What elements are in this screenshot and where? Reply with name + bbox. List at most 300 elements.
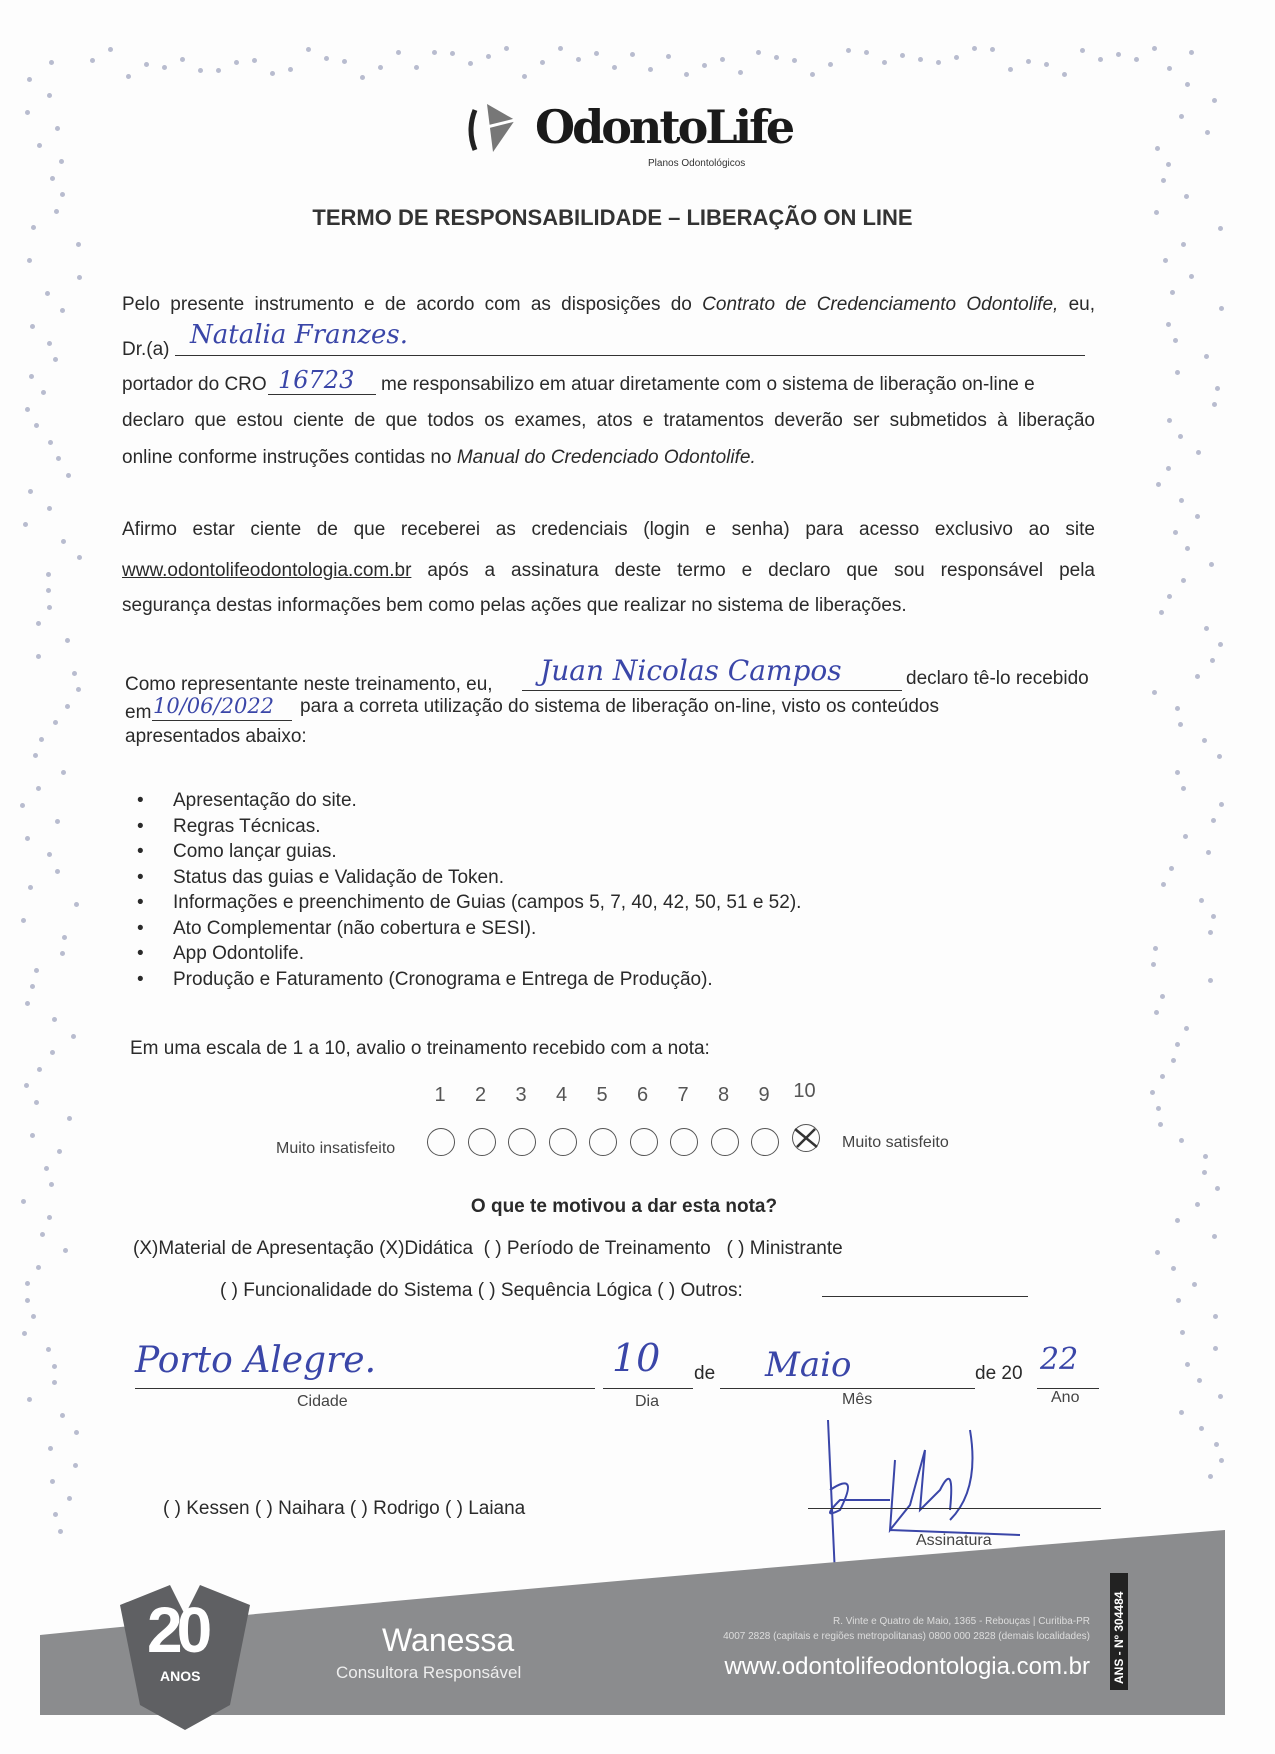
- decor-dot: [1184, 194, 1189, 199]
- decor-dot: [90, 58, 95, 63]
- option-label: Período de Treinamento: [506, 1238, 711, 1259]
- low-label: Muito insatisfeito: [276, 1140, 396, 1157]
- decor-dot: [30, 324, 35, 329]
- decor-dot: [270, 71, 275, 76]
- decor-dot: [33, 753, 38, 758]
- scale-number: 4: [555, 1084, 568, 1106]
- decor-dot: [1173, 338, 1178, 343]
- decor-dot: [61, 539, 66, 544]
- decor-dot: [396, 50, 401, 55]
- cro-label: portador do CRO: [122, 374, 267, 395]
- dr-name-line: [175, 355, 1085, 356]
- rating-option-6[interactable]: [630, 1128, 658, 1156]
- decor-dot: [44, 1166, 49, 1171]
- decor-dot: [34, 423, 39, 428]
- decor-dot: [48, 440, 53, 445]
- consultant-options: [163, 1498, 525, 1520]
- decor-dot: [36, 1265, 41, 1270]
- motivation-row1: [133, 1238, 843, 1260]
- decor-dot: [49, 1182, 54, 1187]
- decor-dot: [198, 68, 203, 73]
- decor-dot: [702, 63, 707, 68]
- option-label: Material de Apresentação: [158, 1238, 374, 1259]
- option-label: Sequência Lógica: [500, 1280, 652, 1301]
- rating-option-2[interactable]: [468, 1128, 496, 1156]
- decor-dot: [1175, 706, 1180, 711]
- checkbox-laiana[interactable]: ( ): [444, 1498, 463, 1519]
- decor-dot: [1171, 1058, 1176, 1063]
- month-line: [720, 1388, 975, 1389]
- decor-dot: [36, 786, 41, 791]
- decor-dot: [1167, 66, 1172, 71]
- decor-dot: [1154, 1010, 1159, 1015]
- decor-dot: [108, 47, 113, 52]
- logo-text: OdontoLife: [535, 100, 793, 154]
- decor-dot: [216, 68, 221, 73]
- decor-dot: [1176, 1298, 1181, 1303]
- decor-dot: [30, 1133, 35, 1138]
- decor-dot: [1199, 1426, 1204, 1431]
- decor-dot: [540, 60, 545, 65]
- checkbox-outros[interactable]: ( ): [657, 1280, 676, 1301]
- decor-dot: [25, 1281, 30, 1286]
- badge-number: 20: [147, 1594, 207, 1666]
- date-line: [152, 720, 292, 721]
- decor-dot: [900, 53, 905, 58]
- para2-line3: segurança destas informações bem como pelas ações que realizar no sistema de liberações.: [122, 595, 907, 616]
- consultant-name: Wanessa: [382, 1622, 515, 1658]
- decor-dot: [936, 60, 941, 65]
- decor-dot: [1170, 290, 1175, 295]
- para1-line5: [122, 447, 756, 469]
- decor-dot: [53, 357, 58, 362]
- x-mark-icon: [793, 1125, 819, 1151]
- decor-dot: [41, 390, 46, 395]
- year-prefix: de 20: [975, 1363, 1023, 1384]
- decor-dot: [918, 57, 923, 62]
- decor-dot: [1175, 770, 1180, 775]
- para3-line1b: declaro tê-lo recebido: [906, 668, 1089, 689]
- decor-dot: [1181, 578, 1186, 583]
- decor-dot: [1208, 930, 1213, 935]
- decor-dot: [60, 308, 65, 313]
- decor-dot: [1155, 146, 1160, 151]
- list-item: • Status das guias e Validação de Token.: [173, 865, 801, 891]
- decor-dot: [468, 61, 473, 66]
- high-label: Muito satisfeito: [842, 1134, 949, 1151]
- decor-dot: [25, 1298, 30, 1303]
- decor-dot: [21, 918, 26, 923]
- decor-dot: [1208, 1474, 1213, 1479]
- checkbox-periodo[interactable]: ( ): [483, 1238, 502, 1259]
- rating-option-5[interactable]: [589, 1128, 617, 1156]
- decor-dot: [55, 819, 60, 824]
- decor-dot: [324, 56, 329, 61]
- list-item: • Regras Técnicas.: [173, 814, 801, 840]
- text: Pelo presente instrumento e de acordo com as disposições do: [122, 294, 703, 315]
- decor-dot: [1161, 178, 1166, 183]
- decor-dot: [49, 60, 54, 65]
- decor-dot: [1206, 850, 1211, 855]
- decor-dot: [1204, 626, 1209, 631]
- text: após a assinatura deste termo e declaro que sou responsável pela: [411, 560, 1095, 581]
- decor-dot: [1153, 946, 1158, 951]
- decor-dot: [1171, 1266, 1176, 1271]
- decor-dot: [1205, 130, 1210, 135]
- decor-dot: [1151, 962, 1156, 967]
- decor-dot: [774, 55, 779, 60]
- logo-mark-icon: [465, 102, 520, 157]
- decor-dot: [1183, 834, 1188, 839]
- decor-dot: [67, 1116, 72, 1121]
- scale-number: 6: [636, 1084, 649, 1106]
- decor-dot: [1192, 1282, 1197, 1287]
- decor-dot: [1210, 658, 1215, 663]
- decor-dot: [1209, 562, 1214, 567]
- decor-dot: [810, 72, 815, 77]
- rating-option-10[interactable]: [792, 1124, 820, 1152]
- year-label: Ano: [1051, 1389, 1080, 1406]
- para3-line3: apresentados abaixo:: [125, 726, 307, 747]
- decor-dot: [59, 159, 64, 164]
- decor-dot: [1167, 594, 1172, 599]
- list-item: • Produção e Faturamento (Cronograma e Entrega de Produção).: [173, 967, 801, 993]
- decor-dot: [50, 1050, 55, 1055]
- para2-line2: [122, 560, 1095, 582]
- decor-dot: [46, 1347, 51, 1352]
- decor-dot: [558, 46, 563, 51]
- decor-dot: [1156, 482, 1161, 487]
- decor-dot: [1218, 642, 1223, 647]
- decor-dot: [23, 522, 28, 527]
- rating-option-3[interactable]: [508, 1128, 536, 1156]
- decor-dot: [29, 374, 34, 379]
- decor-dot: [37, 143, 42, 148]
- month-label: Mês: [842, 1391, 873, 1408]
- decor-dot: [1212, 98, 1217, 103]
- decor-dot: [1179, 114, 1184, 119]
- decor-dot: [522, 74, 527, 79]
- decor-dot: [22, 1331, 27, 1336]
- decor-dot: [65, 704, 70, 709]
- decor-dot: [1163, 258, 1168, 263]
- scale-number: 10: [793, 1080, 816, 1102]
- decor-dot: [60, 192, 65, 197]
- website-link[interactable]: www.odontolifeodontologia.com.br: [122, 560, 412, 581]
- decor-dot: [1185, 82, 1190, 87]
- decor-dot: [1098, 57, 1103, 62]
- decor-dot: [57, 1149, 62, 1154]
- decor-dot: [954, 55, 959, 60]
- decor-dot: [1134, 57, 1139, 62]
- para1-line3: me responsabilizo em atuar diretamente com o sistema de liberação on-line e: [381, 374, 1035, 395]
- decor-dot: [39, 737, 44, 742]
- decor-dot: [1180, 1330, 1185, 1335]
- motivation-question: O que te motivou a dar esta nota?: [470, 1196, 778, 1217]
- rating-option-1[interactable]: [427, 1128, 455, 1156]
- rep-name-line: [522, 690, 902, 691]
- motivation-row2: [220, 1280, 743, 1302]
- decor-dot: [1062, 72, 1067, 77]
- decor-dot: [1044, 62, 1049, 67]
- checkbox-naihara[interactable]: ( ): [254, 1498, 273, 1519]
- decor-dot: [1199, 898, 1204, 903]
- list-item: • Ato Complementar (não cobertura e SESI).: [173, 916, 801, 942]
- checkbox-didatica[interactable]: (X): [379, 1238, 405, 1259]
- checkbox-funcionalidade[interactable]: ( ): [220, 1280, 238, 1301]
- decor-dot: [288, 67, 293, 72]
- decor-dot: [666, 54, 671, 59]
- decor-dot: [31, 1314, 36, 1319]
- decor-dot: [52, 1017, 57, 1022]
- decor-dot: [1204, 354, 1209, 359]
- decor-dot: [756, 50, 761, 55]
- decor-dot: [1179, 1410, 1184, 1415]
- logo-tagline: Planos Odontológicos: [648, 158, 746, 169]
- decor-dot: [56, 456, 61, 461]
- consultant-role: Consultora Responsável: [336, 1663, 522, 1682]
- city-line: [135, 1388, 595, 1389]
- decor-dot: [1008, 67, 1013, 72]
- decor-dot: [1208, 978, 1213, 983]
- decor-dot: [74, 1430, 79, 1435]
- scale-number: 9: [758, 1084, 770, 1106]
- decor-dot: [25, 1001, 30, 1006]
- date-handwritten: 10/06/2022: [153, 694, 275, 718]
- checkbox-kessen[interactable]: ( ): [163, 1498, 181, 1519]
- decor-dot: [36, 654, 41, 659]
- decor-dot: [1175, 1042, 1180, 1047]
- option-label: Rodrigo: [373, 1498, 440, 1519]
- decor-dot: [1197, 1378, 1202, 1383]
- decor-dot: [450, 51, 455, 56]
- decor-dot: [1166, 162, 1171, 167]
- text: Contrato de Credenciamento Odontolife,: [702, 294, 1059, 315]
- decor-dot: [25, 407, 30, 412]
- decor-dot: [76, 242, 81, 247]
- day-label: Dia: [635, 1393, 660, 1410]
- decor-dot: [1185, 546, 1190, 551]
- decor-dot: [846, 48, 851, 53]
- list-item: • Como lançar guias.: [173, 839, 801, 865]
- decor-dot: [76, 687, 81, 692]
- decor-dot: [65, 638, 70, 643]
- decor-dot: [1156, 1106, 1161, 1111]
- para3-line2: para a correta utilização do sistema de liberação on-line, visto os conteúdos: [300, 696, 939, 717]
- decor-dot: [46, 572, 51, 577]
- decor-dot: [24, 1083, 29, 1088]
- decor-dot: [50, 176, 55, 181]
- decor-dot: [28, 885, 33, 890]
- decor-dot: [1160, 994, 1165, 999]
- decor-dot: [1152, 690, 1157, 695]
- cro-handwritten: 16723: [278, 366, 355, 394]
- year-handwritten: 22: [1040, 1342, 1079, 1377]
- page-title: TERMO DE RESPONSABILIDADE – LIBERAÇÃO ON LINE: [312, 205, 913, 230]
- scale-number: 8: [717, 1084, 730, 1106]
- decor-dot: [1203, 1154, 1208, 1159]
- decor-dot: [1195, 674, 1200, 679]
- checkbox-rodrigo[interactable]: ( ): [349, 1498, 368, 1519]
- decor-dot: [1202, 1170, 1207, 1175]
- decor-dot: [1196, 450, 1201, 455]
- decor-dot: [1181, 786, 1186, 791]
- option-label: Outros:: [680, 1280, 743, 1301]
- decor-dot: [990, 47, 995, 52]
- decor-dot: [40, 1232, 45, 1237]
- option-label: Kessen: [186, 1498, 250, 1519]
- decor-dot: [306, 47, 311, 52]
- checkbox-material[interactable]: (X): [133, 1238, 159, 1259]
- decor-dot: [1219, 1458, 1224, 1463]
- decor-dot: [126, 74, 131, 79]
- decor-dot: [630, 52, 635, 57]
- signature-line: [808, 1508, 1101, 1509]
- decor-dot: [47, 341, 52, 346]
- decor-dot: [1181, 242, 1186, 247]
- decor-dot: [77, 275, 82, 280]
- decor-dot: [1179, 498, 1184, 503]
- decor-dot: [1213, 1314, 1218, 1319]
- decor-dot: [1160, 1074, 1165, 1079]
- decor-dot: [74, 902, 79, 907]
- decor-dot: [1212, 1234, 1217, 1239]
- rating-option-8[interactable]: [711, 1128, 739, 1156]
- decor-dot: [1026, 59, 1031, 64]
- para2-line1: Afirmo estar ciente de que receberei as credenciais (login e senha) para acesso exclusivo ao site: [122, 519, 1095, 540]
- checkbox-ministrante[interactable]: ( ): [726, 1238, 745, 1259]
- rating-option-9[interactable]: [751, 1128, 779, 1156]
- decor-dot: [1184, 1026, 1189, 1031]
- para1-line1: [122, 294, 1095, 316]
- decor-dot: [1214, 1442, 1219, 1447]
- decor-dot: [27, 77, 32, 82]
- decor-dot: [1167, 418, 1172, 423]
- decor-dot: [828, 62, 833, 67]
- decor-dot: [792, 58, 797, 63]
- decor-dot: [1189, 50, 1194, 55]
- decor-dot: [972, 46, 977, 51]
- decor-dot: [504, 46, 509, 51]
- decor-dot: [47, 506, 52, 511]
- option-label: Didática: [404, 1238, 474, 1259]
- decor-dot: [27, 1397, 32, 1402]
- decor-dot: [67, 1496, 72, 1501]
- scale-number: 7: [677, 1084, 689, 1106]
- checkbox-sequencia[interactable]: ( ): [477, 1280, 496, 1301]
- rating-option-4[interactable]: [549, 1128, 577, 1156]
- decor-dot: [1178, 722, 1183, 727]
- decor-dot: [648, 67, 653, 72]
- decor-dot: [61, 770, 66, 775]
- decor-dot: [1155, 1250, 1160, 1255]
- decor-dot: [1202, 738, 1207, 743]
- decor-dot: [1150, 1090, 1155, 1095]
- city-label: Cidade: [297, 1393, 348, 1410]
- decor-dot: [1175, 1218, 1180, 1223]
- decor-dot: [72, 671, 77, 676]
- decor-dot: [738, 70, 743, 75]
- list-item: • Apresentação do site.: [173, 788, 801, 814]
- decor-dot: [1166, 322, 1171, 327]
- decor-dot: [36, 621, 41, 626]
- decor-dot: [144, 62, 149, 67]
- scale-number: 1: [434, 1084, 446, 1106]
- decor-dot: [1158, 1122, 1163, 1127]
- decor-dot: [1211, 818, 1216, 823]
- decor-dot: [1178, 434, 1183, 439]
- decor-dot: [1219, 306, 1224, 311]
- decor-dot: [60, 1413, 65, 1418]
- decor-dot: [1161, 882, 1166, 887]
- decor-dot: [1175, 370, 1180, 375]
- list-item: • Informações e preenchimento de Guias (campos 5, 7, 40, 42, 50, 51 e 52).: [173, 890, 801, 916]
- decor-dot: [34, 1100, 39, 1105]
- decor-dot: [1189, 274, 1194, 279]
- de-label: de: [694, 1363, 716, 1384]
- decor-dot: [1159, 610, 1164, 615]
- decor-dot: [378, 65, 383, 70]
- decor-dot: [432, 50, 437, 55]
- outros-line: [822, 1296, 1028, 1297]
- day-handwritten: 10: [612, 1336, 661, 1380]
- decor-dot: [252, 58, 257, 63]
- rating-option-7[interactable]: [670, 1128, 698, 1156]
- rep-name-handwritten: Juan Nicolas Campos: [540, 654, 842, 687]
- decor-dot: [486, 54, 491, 59]
- decor-dot: [720, 57, 725, 62]
- decor-dot: [62, 935, 67, 940]
- em-label: em: [125, 702, 152, 723]
- scale-number: 2: [474, 1084, 487, 1106]
- decor-dot: [50, 1479, 55, 1484]
- odontolife-logo: [465, 100, 793, 172]
- para3-line1a: Como representante neste treinamento, eu,: [125, 674, 493, 695]
- decor-dot: [37, 1067, 42, 1072]
- decor-dot: [73, 1463, 78, 1468]
- footer-website[interactable]: www.odontolifeodontologia.com.br: [724, 1653, 1090, 1680]
- decor-dot: [1215, 386, 1220, 391]
- ans-registration: ANS - Nº 304484: [1110, 1573, 1128, 1690]
- decor-dot: [234, 60, 239, 65]
- cro-line: [268, 394, 376, 395]
- decor-dot: [162, 65, 167, 70]
- option-label: Funcionalidade do Sistema: [243, 1280, 473, 1301]
- decor-dot: [864, 50, 869, 55]
- scale-number: 5: [596, 1084, 608, 1106]
- decor-dot: [1215, 1186, 1220, 1191]
- month-handwritten: Maio: [765, 1345, 852, 1385]
- decor-dot: [1080, 48, 1085, 53]
- decor-dot: [180, 57, 185, 62]
- decor-dot: [1211, 914, 1216, 919]
- decor-dot: [46, 588, 51, 593]
- decor-dot: [1169, 866, 1174, 871]
- decor-dot: [48, 1446, 53, 1451]
- decor-dot: [55, 126, 60, 131]
- para1-line4: declaro que estou ciente de que todos os exames, atos e tratamentos deverão ser submetidos à liberação: [122, 410, 1095, 431]
- decor-dot: [684, 72, 689, 77]
- option-label: Naihara: [278, 1498, 345, 1519]
- decor-dot: [1219, 802, 1224, 807]
- decor-dot: [1152, 46, 1157, 51]
- footer-address: R. Vinte e Quatro de Maio, 1365 - Rebouças | Curitiba-PR: [833, 1616, 1090, 1627]
- decor-dot: [1195, 514, 1200, 519]
- text: online conforme instruções contidas no: [122, 447, 457, 468]
- decor-dot: [25, 836, 30, 841]
- decor-dot: [55, 869, 60, 874]
- city-handwritten: Porto Alegre.: [135, 1340, 377, 1381]
